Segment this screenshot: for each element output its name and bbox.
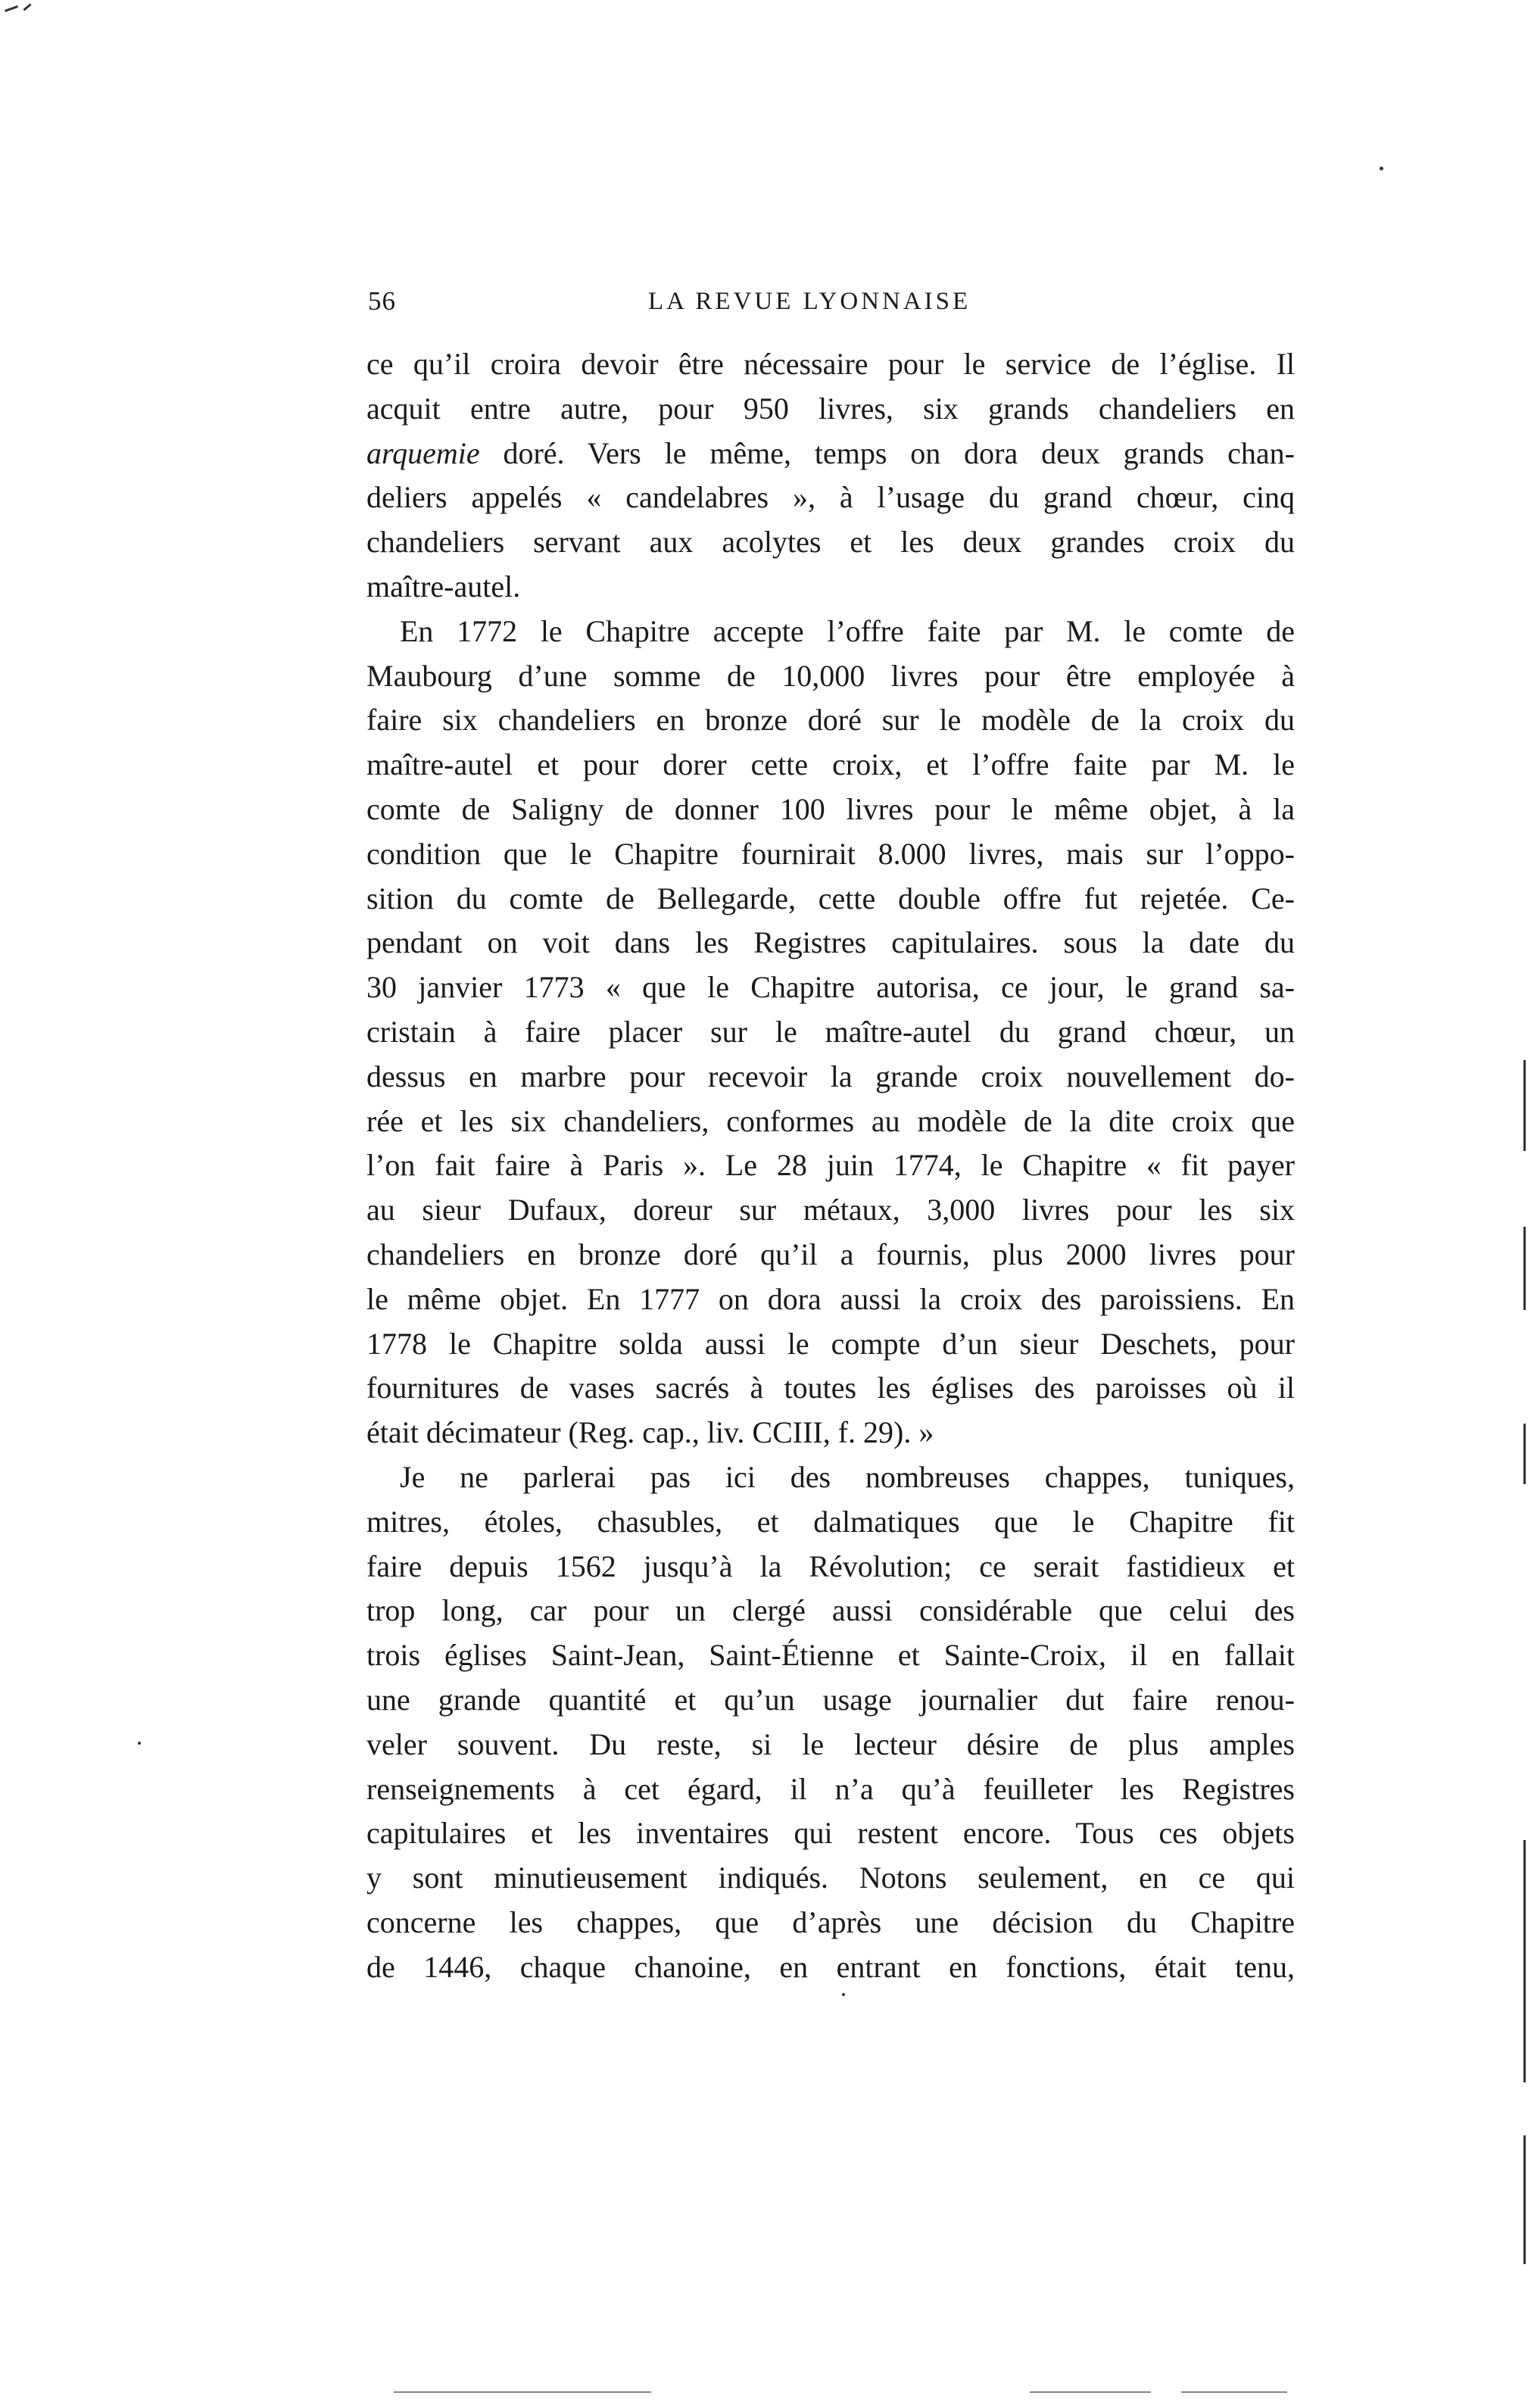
text-line: deliers appelés « candelabres », à l’usage du grand chœur, cinq [366, 480, 1295, 515]
text-line: En 1772 le Chapitre accepte l’offre faite par M. le comte de [400, 613, 1295, 648]
page-header [368, 286, 1283, 324]
text-line: comte de Saligny de donner 100 livres pour le même objet, à la [366, 791, 1295, 826]
text-line: le même objet. En 1777 on dora aussi la croix des paroissiens. En [366, 1281, 1295, 1316]
text-line: faire depuis 1562 jusqu’à la Révolution; ce serait fastidieux et [366, 1549, 1295, 1583]
running-title: LA REVUE LYONNAISE [648, 288, 971, 315]
text-line: mitres, étoles, chasubles, et dalmatiques que le Chapitre fit [366, 1504, 1295, 1539]
text-line: chandeliers en bronze doré qu’il a fournis, plus 2000 livres pour [366, 1237, 1295, 1271]
text-line: renseignements à cet égard, il n’a qu’à feuilleter les Registres [366, 1771, 1295, 1806]
footer-rule [1030, 2391, 1151, 2393]
scan-mark [1523, 1227, 1526, 1310]
text-line: rée et les six chandeliers, conformes au modèle de la dite croix que [366, 1103, 1295, 1138]
text-line: acquit entre autre, pour 950 livres, six grands chandeliers en [366, 391, 1295, 426]
scan-mark [5, 5, 18, 12]
text-line: pendant on voit dans les Registres capitulaires. sous la date du [366, 925, 1295, 960]
text-line: veler souvent. Du reste, si le lecteur désire de plus amples [366, 1726, 1295, 1761]
italic-term: arquemie [366, 435, 480, 470]
text-line: ce qu’il croira devoir être nécessaire pour le service de l’église. Il [366, 347, 1295, 381]
page-number: 56 [368, 286, 396, 316]
text-line: y sont minutieusement indiqués. Notons seulement, en ce qui [366, 1861, 1295, 1895]
text-line: une grande quantité et qu’un usage journalier dut faire renou- [366, 1682, 1295, 1717]
text-line: 1778 le Chapitre solda aussi le compte d’un sieur Deschets, pour [366, 1326, 1295, 1361]
text-line: faire six chandeliers en bronze doré sur le modèle de la croix du [366, 703, 1295, 738]
text-line: maître-autel. [366, 569, 521, 604]
text-line: dessus en marbre pour recevoir la grande croix nouvellement do- [366, 1059, 1295, 1093]
scan-mark [23, 3, 31, 11]
text-line: l’on fait faire à Paris ». Le 28 juin 1774, le Chapitre « fit payer [366, 1148, 1295, 1183]
scan-mark [1523, 1424, 1526, 1484]
text-line: Je ne parlerai pas ici des nombreuses chappes, tuniques, [400, 1459, 1295, 1494]
text-line: arquemie doré. Vers le même, temps on dora deux grands chan- [366, 435, 1295, 470]
text-line: fournitures de vases sacrés à toutes les églises des paroisses où il [366, 1371, 1295, 1405]
text-line: maître-autel et pour dorer cette croix, et l’offre faite par M. le [366, 747, 1295, 782]
scan-mark [842, 1993, 845, 1996]
scan-mark [1380, 167, 1383, 170]
scan-mark [1523, 1840, 1526, 2082]
text-line: sition du comte de Bellegarde, cette double offre fut rejetée. Ce- [366, 881, 1295, 915]
text-line: concerne les chappes, que d’après une décision du Chapitre [366, 1904, 1295, 1939]
scan-mark [138, 1742, 141, 1745]
text-line: chandeliers servant aux acolytes et les deux grandes croix du [366, 525, 1295, 560]
text-line: cristain à faire placer sur le maître-autel du grand chœur, un [366, 1014, 1295, 1049]
scan-mark [1523, 1060, 1526, 1151]
text-line: capitulaires et les inventaires qui restent encore. Tous ces objets [366, 1816, 1295, 1851]
text-line: de 1446, chaque chanoine, en entrant en fonctions, était tenu, [366, 1949, 1295, 1984]
text-line: trois églises Saint-Jean, Saint-Étienne et Sainte-Croix, il en fallait [366, 1638, 1295, 1673]
text-line: au sieur Dufaux, doreur sur métaux, 3,000 livres pour les six [366, 1193, 1295, 1227]
footer-rule [1181, 2391, 1287, 2393]
text-line: trop long, car pour un clergé aussi considérable que celui des [366, 1593, 1295, 1628]
scan-mark [1523, 2135, 1526, 2264]
text-line: était décimateur (Reg. cap., liv. CCIII, f. 29). » [366, 1415, 934, 1450]
text-line: Maubourg d’une somme de 10,000 livres pour être employée à [366, 658, 1295, 693]
text-line: condition que le Chapitre fournirait 8.000 livres, mais sur l’oppo- [366, 836, 1295, 871]
footer-rule [394, 2391, 651, 2393]
body-text [366, 342, 1295, 1989]
text-line: 30 janvier 1773 « que le Chapitre autorisa, ce jour, le grand sa- [366, 970, 1295, 1005]
